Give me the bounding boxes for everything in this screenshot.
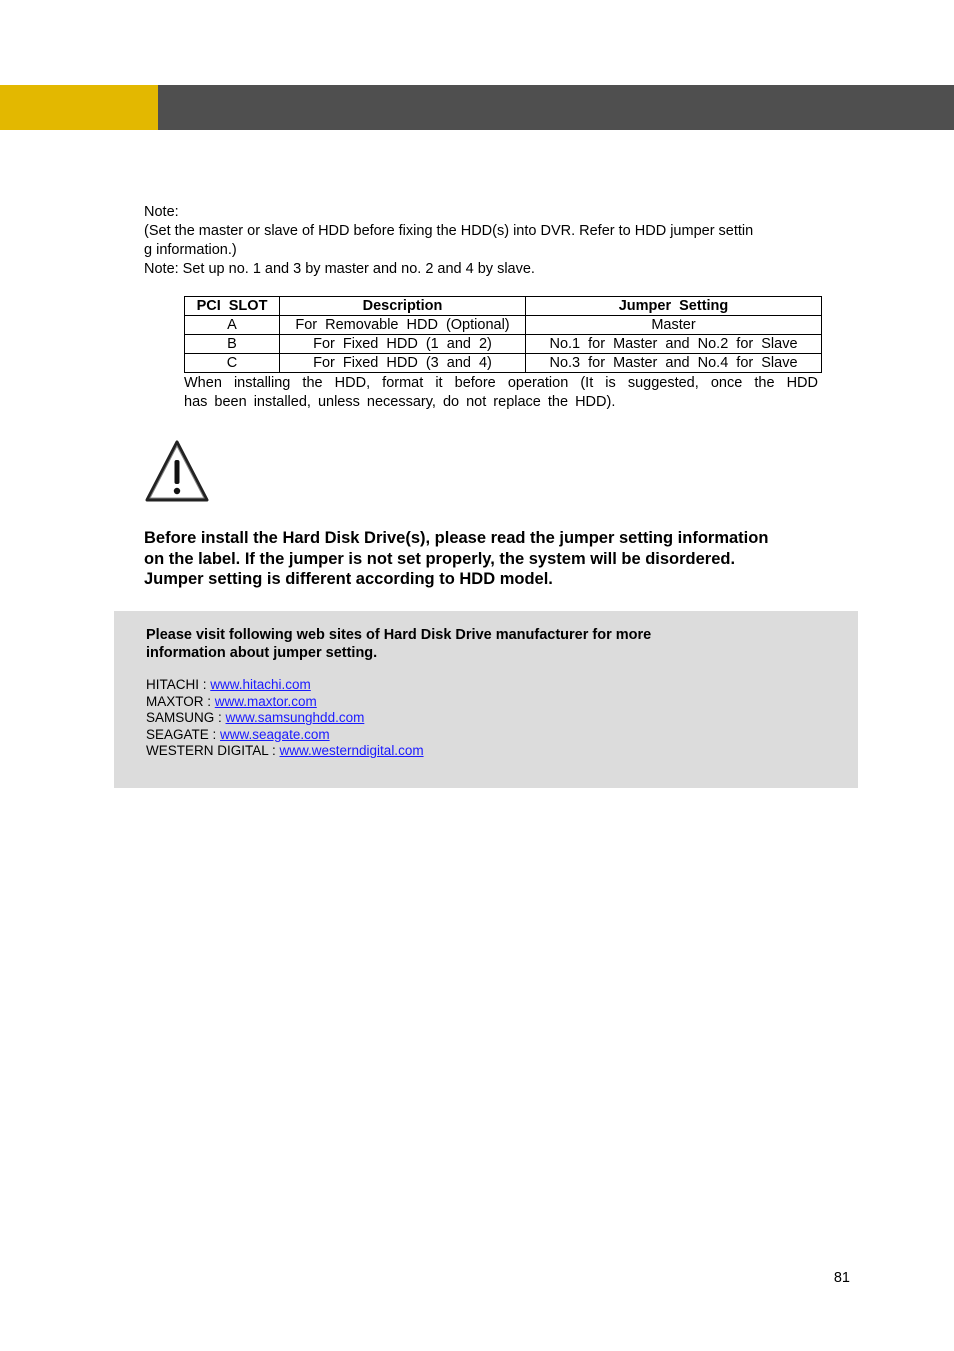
cell-jumper: No.3 for Master and No.4 for Slave [526,354,822,373]
link-row-western-digital [146,743,424,760]
install-note-line: has been installed, unless necessary, do not replace the HDD). [184,393,616,410]
install-note-line: When installing the HDD, format it before operation (It is suggested, once the HDD [184,375,818,391]
info-heading-line: information about jumper setting. [146,645,378,661]
link-row-maxtor [146,694,424,711]
warning-triangle-icon [144,438,210,504]
warning-line: Before install the Hard Disk Drive(s), please read the jumper setting information [144,529,769,547]
cell-description: For Fixed HDD (1 and 2) [280,335,526,354]
header-accent-bar [0,85,158,130]
manufacturer-label: HITACHI : [146,677,211,692]
table-row [185,316,822,335]
link-row-seagate [146,727,424,744]
manufacturer-label: SEAGATE : [146,726,221,742]
jumper-table [184,296,822,373]
link-row-samsung [146,710,424,727]
cell-jumper: No.1 for Master and No.2 for Slave [526,335,822,354]
warning-text [144,528,834,590]
info-heading-line: Please visit following web sites of Hard Disk Drive manufacturer for more [146,627,652,643]
manufacturer-links [146,677,424,760]
cell-slot: B [185,335,280,354]
notes-section [144,203,820,279]
note-setup: Note: Set up no. 1 and 3 by master and no. 2 and 4 by slave. [144,261,535,277]
manufacturer-label: SAMSUNG : [146,710,226,726]
note-label: Note: [144,204,179,220]
manufacturer-label: MAXTOR : [146,693,215,709]
cell-jumper: Master [526,316,822,335]
table-row [185,335,822,354]
maxtor-link[interactable]: www.maxtor.com [214,693,317,709]
header-description: Description [280,297,526,316]
table-header-row [185,297,822,316]
manufacturer-info-box [114,611,858,788]
note-text-line: g information.) [144,242,237,258]
samsung-link[interactable]: www.samsunghdd.com [225,710,365,726]
western-digital-link[interactable]: www.westerndigital.com [279,743,424,759]
table-row [185,354,822,373]
manufacturer-label: WESTERN DIGITAL : [146,743,280,759]
hitachi-link[interactable]: www.hitachi.com [210,677,311,692]
cell-description: For Removable HDD (Optional) [280,316,526,335]
header-jumper-setting: Jumper Setting [526,297,822,316]
cell-slot: C [185,354,280,373]
seagate-link[interactable]: www.seagate.com [220,726,330,742]
cell-slot: A [185,316,280,335]
link-row-hitachi [146,677,424,694]
info-heading [146,626,786,662]
header-bar [158,85,954,130]
warning-line: on the label. If the jumper is not set properly, the system will be disordered. [144,549,736,568]
note-text-line: (Set the master or slave of HDD before fixing the HDD(s) into DVR. Refer to HDD jumper settin [144,223,754,239]
header-pci-slot: PCI SLOT [185,297,280,316]
cell-description: For Fixed HDD (3 and 4) [280,354,526,373]
page-number: 81 [833,1270,850,1286]
warning-line: Jumper setting is different according to HDD model. [144,570,553,588]
install-note [184,374,818,411]
